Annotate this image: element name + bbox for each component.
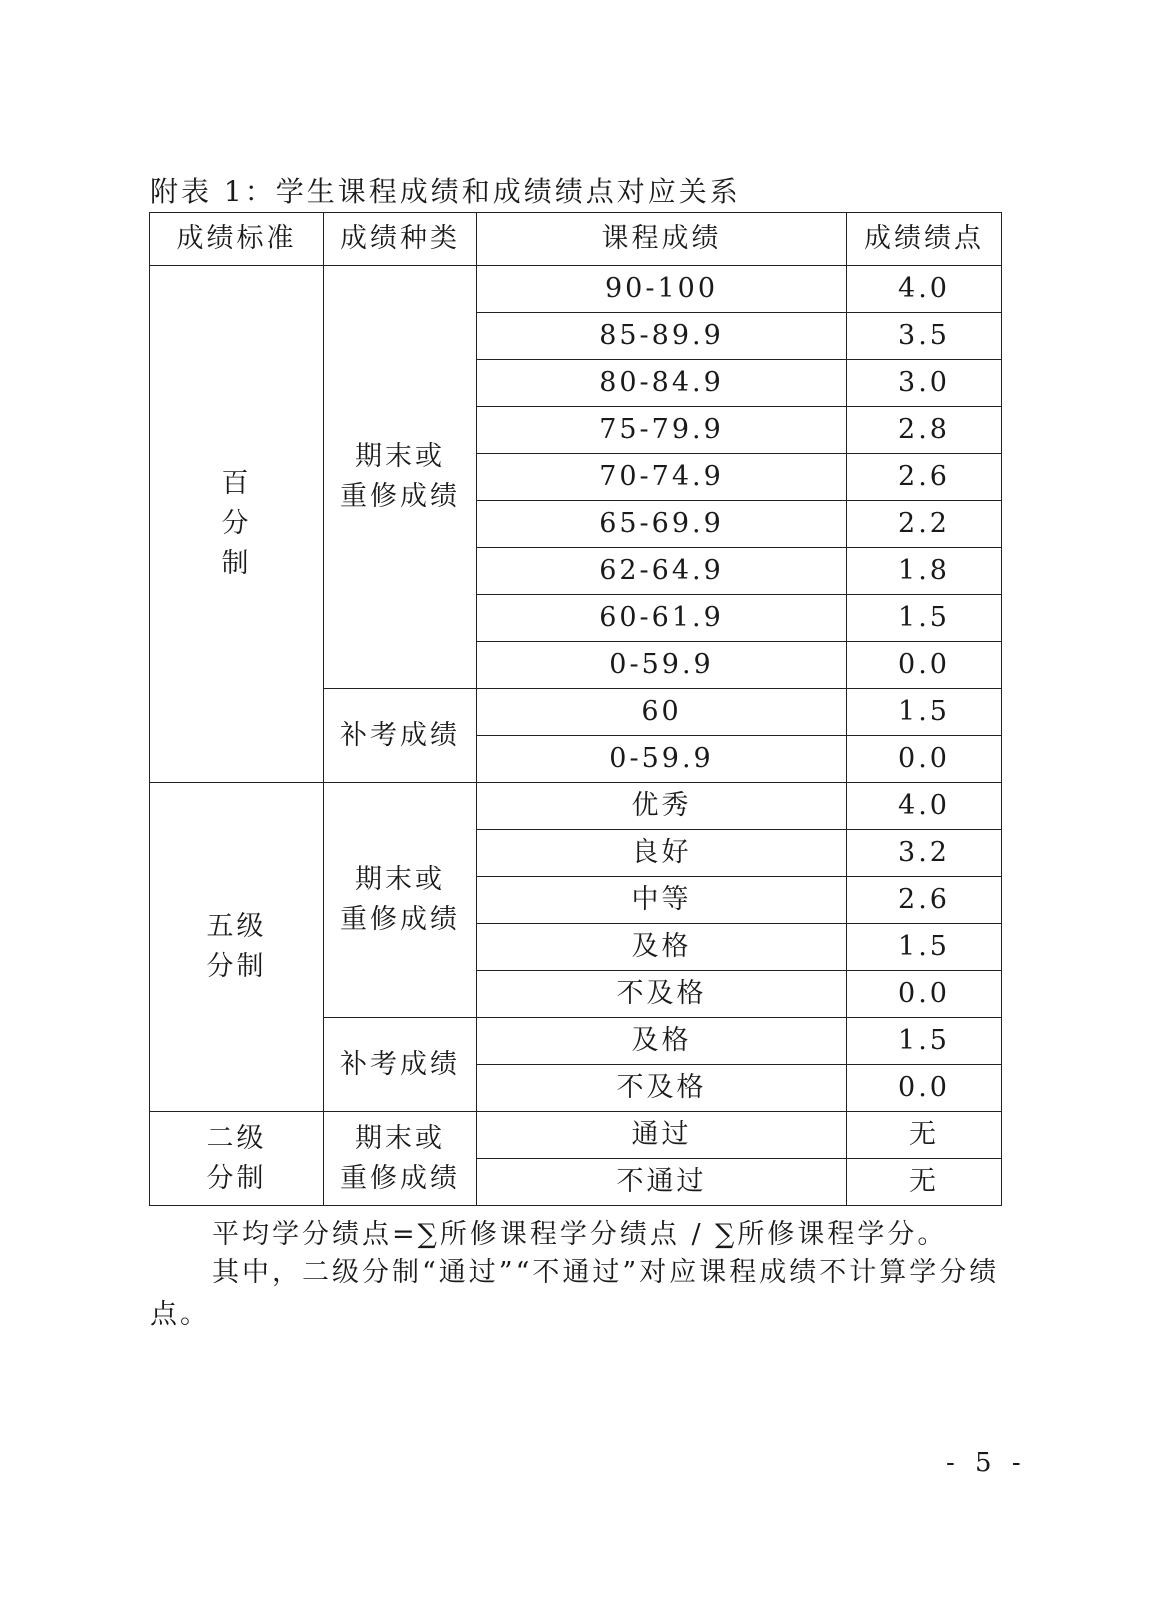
grade-point-cell: 1.5 xyxy=(847,1018,1002,1065)
grade-point-cell: 1.5 xyxy=(847,924,1002,971)
header-gpa: 成绩绩点 xyxy=(847,213,1002,266)
course-score-cell: 通过 xyxy=(477,1112,847,1159)
course-score-cell: 及格 xyxy=(477,1018,847,1065)
header-type: 成绩种类 xyxy=(324,213,477,266)
course-score-cell: 不及格 xyxy=(477,971,847,1018)
grade-point-cell: 4.0 xyxy=(847,783,1002,830)
grading-standard-cell xyxy=(150,783,324,1112)
grade-gpa-table xyxy=(149,212,1002,1206)
page-number: - 5 - xyxy=(946,1448,1027,1478)
table-row xyxy=(150,1112,1002,1159)
grading-standard-text: 百 xyxy=(221,468,252,499)
grade-type-cell xyxy=(324,783,477,1018)
grade-type-text: 补考成绩 xyxy=(340,719,460,751)
grade-point-cell: 0.0 xyxy=(847,642,1002,689)
grade-point-cell: 1.8 xyxy=(847,548,1002,595)
grade-point-cell: 3.2 xyxy=(847,830,1002,877)
course-score-cell: 75-79.9 xyxy=(477,407,847,454)
grade-type-text: 期末或 xyxy=(355,441,445,472)
grade-type-cell xyxy=(324,266,477,689)
grade-point-cell: 2.6 xyxy=(847,454,1002,501)
course-score-cell: 60 xyxy=(477,689,847,736)
grade-point-cell: 4.0 xyxy=(847,266,1002,313)
course-score-cell: 70-74.9 xyxy=(477,454,847,501)
course-score-cell: 0-59.9 xyxy=(477,736,847,783)
grading-standard-cell xyxy=(150,266,324,783)
grading-standard-text: 制 xyxy=(221,548,252,579)
grade-type-cell xyxy=(324,1112,477,1206)
grading-standard-text: 二级 xyxy=(206,1122,267,1154)
grade-point-cell: 0.0 xyxy=(847,1065,1002,1112)
course-score-cell: 60-61.9 xyxy=(477,595,847,642)
grade-type-cell xyxy=(324,689,477,783)
course-score-cell: 0-59.9 xyxy=(477,642,847,689)
course-score-cell: 中等 xyxy=(477,877,847,924)
grading-standard-text: 分制 xyxy=(206,1162,267,1194)
course-score-cell: 不通过 xyxy=(477,1159,847,1206)
grade-point-cell: 0.0 xyxy=(847,971,1002,1018)
grade-point-cell: 2.6 xyxy=(847,877,1002,924)
course-score-cell: 优秀 xyxy=(477,783,847,830)
grading-standard-text: 分制 xyxy=(206,951,267,982)
course-score-cell: 62-64.9 xyxy=(477,548,847,595)
table-caption: 附表 1：学生课程成绩和成绩绩点对应关系 xyxy=(150,175,741,208)
grade-point-cell: 0.0 xyxy=(847,736,1002,783)
grade-point-cell: 3.5 xyxy=(847,313,1002,360)
course-score-cell: 80-84.9 xyxy=(477,360,847,407)
table-body xyxy=(150,266,1002,1206)
course-score-cell: 良好 xyxy=(477,830,847,877)
table-row xyxy=(150,783,1002,830)
header-standard: 成绩标准 xyxy=(150,213,324,266)
grade-type-text: 重修成绩 xyxy=(340,1162,460,1194)
header-score: 课程成绩 xyxy=(477,213,847,266)
note-paragraph: 其中，二级分制“通过”“不通过”对应课程成绩不计算学分绩点。 xyxy=(150,1257,1000,1330)
grade-type-text: 补考成绩 xyxy=(340,1048,460,1080)
course-score-cell: 85-89.9 xyxy=(477,313,847,360)
grading-standard-cell xyxy=(150,1112,324,1206)
table-row xyxy=(150,266,1002,313)
course-score-cell: 及格 xyxy=(477,924,847,971)
grade-point-cell: 1.5 xyxy=(847,595,1002,642)
grade-type-text: 期末或 xyxy=(355,1122,445,1154)
grade-point-cell: 2.8 xyxy=(847,407,1002,454)
grading-standard-text: 分 xyxy=(221,508,252,539)
course-score-cell: 不及格 xyxy=(477,1065,847,1112)
course-score-cell: 65-69.9 xyxy=(477,501,847,548)
grade-type-cell xyxy=(324,1018,477,1112)
table-header-row xyxy=(150,213,1002,266)
grade-type-text: 重修成绩 xyxy=(340,481,460,512)
grade-point-cell: 2.2 xyxy=(847,501,1002,548)
gpa-formula: 平均学分绩点=∑所修课程学分绩点 / ∑所修课程学分。 xyxy=(212,1219,948,1250)
grade-type-text: 重修成绩 xyxy=(340,904,460,935)
grading-standard-text: 五级 xyxy=(206,911,267,942)
course-score-cell: 90-100 xyxy=(477,266,847,313)
grade-type-text: 期末或 xyxy=(355,864,445,895)
grade-point-cell: 3.0 xyxy=(847,360,1002,407)
grade-point-cell: 无 xyxy=(847,1159,1002,1206)
grade-point-cell: 无 xyxy=(847,1112,1002,1159)
grade-point-cell: 1.5 xyxy=(847,689,1002,736)
